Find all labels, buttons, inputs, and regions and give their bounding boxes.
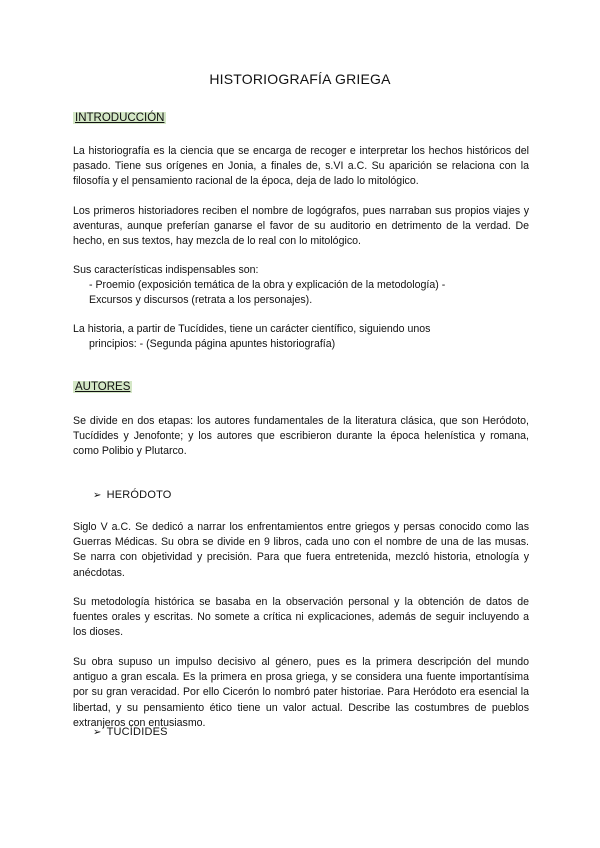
herodoto-paragraph-2: Su metodología histórica se basaba en la observación personal y la obtención de datos de fuentes orales y escritas. No somete a crítica ni explicaciones, además de seguir incluyendo a los dioses. — [73, 596, 529, 639]
tucidides-intro-line-2: principios: - (Segunda página apuntes historiografía) — [89, 338, 336, 350]
intro-paragraph-2: Los primeros historiadores reciben el nombre de logógrafos, pues narraban sus propios viajes y aventuras, aunque preferían ganarse el favor de su auditorio en detrimento de la verdad. De hecho, en sus textos, hay mezcla de lo real con lo mitológico. — [73, 205, 529, 248]
arrow-bullet-icon: ➢ — [93, 490, 102, 501]
subheading-herodoto — [93, 489, 172, 501]
subheading-tucidides — [93, 726, 168, 738]
herodoto-paragraph-1: Siglo V a.C. Se dedicó a narrar los enfrentamientos entre griegos y persas conocido como las Guerras Médicas. Su obra se divide en 9 libros, cada uno con el nombre de una de las musas. Se narra con objetividad y precisión. Para que fuera entretenida, mezcló historia, etnología y anécdotas. — [73, 521, 529, 579]
characteristics-item-excursos: Excursos y discursos (retrata a los personajes). — [89, 294, 313, 306]
document-title: HISTORIOGRAFÍA GRIEGA — [209, 71, 391, 87]
characteristics-item-proemio: - Proemio (exposición temática de la obra y explicación de la metodología) - — [89, 279, 446, 291]
characteristics-intro: Sus características indispensables son: — [73, 264, 259, 276]
arrow-bullet-icon: ➢ — [93, 727, 102, 738]
herodoto-paragraph-3: Su obra supuso un impulso decisivo al género, pues es la primera descripción del mundo antiguo a gran escala. Es la primera en prosa griega, y se considera una fuente importantísima por su gran veracidad. Por ello Cicerón lo nombró pater historiae. Para Heródoto era esencial la libertad, y su pensamiento ético tiene un valor actual. Describe las costumbres de pueblos extranjeros con entusiasmo. — [73, 656, 529, 729]
intro-paragraph-1: La historiografía es la ciencia que se encarga de recoger e interpretar los hechos históricos del pasado. Tiene sus orígenes en Jonia, a finales de, s.VI a.C. Su aparición se relaciona con la filosofía y el pensamiento racional de la época, deja de lado lo mitológico. — [73, 145, 529, 188]
subheading-herodoto-label: HERÓDOTO — [106, 489, 172, 501]
authors-paragraph: Se divide en dos etapas: los autores fundamentales de la literatura clásica, que son Heródoto, Tucídides y Jenofonte; y los autores que escribieron durante la época helenística y romana, como Polibio y Plutarco. — [73, 415, 529, 458]
section-heading-introduccion: INTRODUCCIÓN — [75, 112, 165, 124]
section-heading-autores: AUTORES — [75, 381, 131, 393]
subheading-tucidides-label: TUCÍDIDES — [106, 726, 168, 738]
tucidides-intro-line-1: La historia, a partir de Tucídides, tiene un carácter científico, siguiendo unos — [73, 323, 431, 335]
